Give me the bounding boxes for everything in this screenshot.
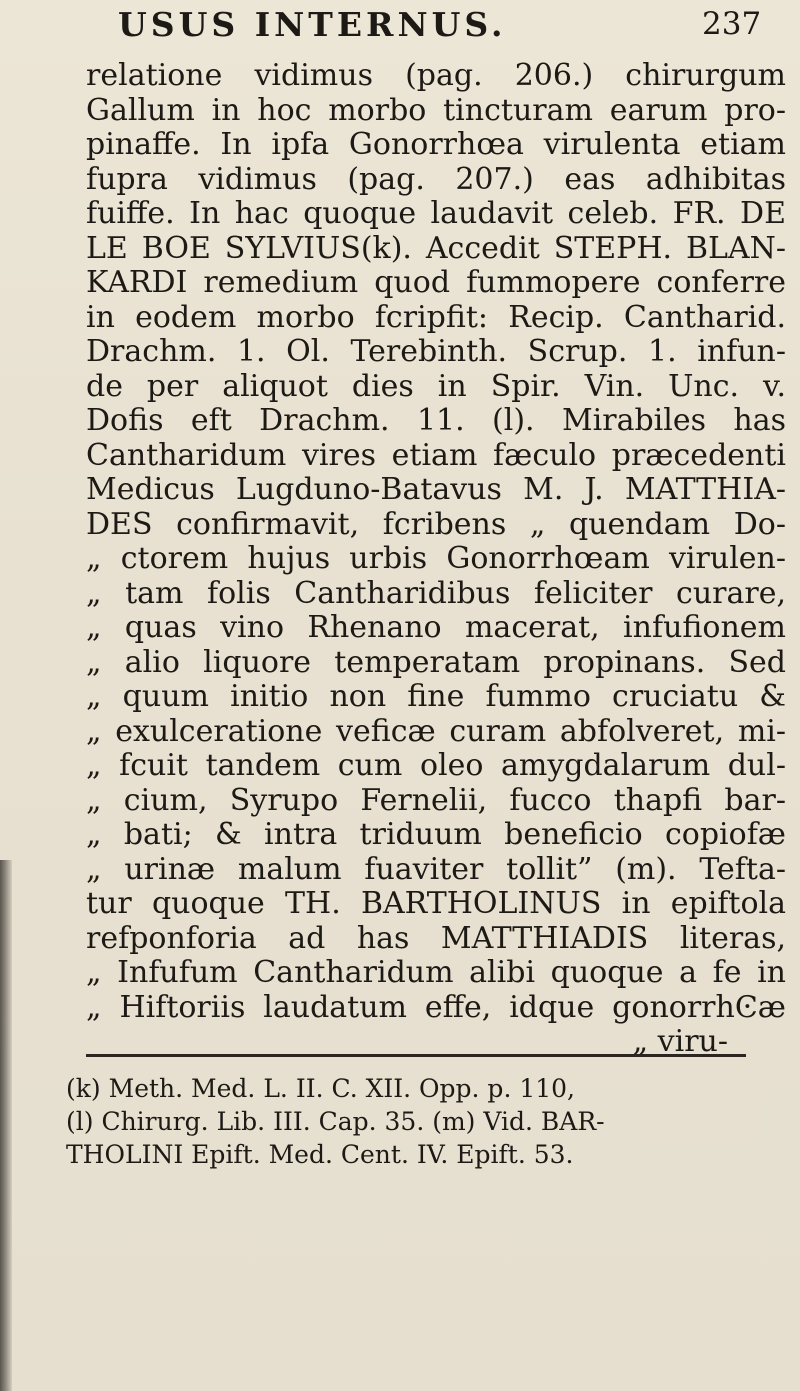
- text-line: „ quum initio non fine fummo cruciatu &: [86, 680, 786, 714]
- text-line: Dofis eft Drachm. 11. (l). Mirabiles has: [86, 404, 786, 438]
- binding-gutter-shadow: [0, 860, 12, 1391]
- text-line: „ quas vino Rhenano macerat, infufionem: [86, 611, 786, 645]
- catchword: „ viru-: [632, 1025, 728, 1059]
- text-line: KARDI remedium quod fummopere conferre: [86, 266, 786, 300]
- page-header: [0, 0, 800, 58]
- text-line: „ fcuit tandem cum oleo amygdalarum dul-: [86, 749, 786, 783]
- text-line: LE BOE SYLVIUS(k). Accedit STEPH. BLAN-: [86, 231, 786, 266]
- text-line: Gallum in hoc morbo tincturam earum pro-: [86, 93, 786, 128]
- page-number: 237: [702, 6, 762, 42]
- text-line: „ alio liquore temperatam propinans. Sed: [86, 645, 786, 680]
- text-line: relatione vidimus (pag. 206.) chirurgum: [86, 59, 786, 93]
- text-line: „ ctorem hujus urbis Gonorrhœam virulen-: [86, 542, 786, 576]
- footnote-separator-rule: [86, 1054, 746, 1057]
- footnote-line: (l) Chirurg. Lib. III. Cap. 35. (m) Vid. BAR-: [66, 1107, 605, 1136]
- footnote-line: (k) Meth. Med. L. II. C. XII. Opp. p. 110,: [66, 1074, 575, 1103]
- text-line: „ bati; & intra triduum beneficio copiofæ: [86, 818, 786, 852]
- text-line: DES confirmavit, fcribens „ quendam Do-: [86, 507, 786, 542]
- text-line: „ tam folis Cantharidibus feliciter curare,: [86, 576, 786, 611]
- text-line: refponforia ad has MATTHIADIS literas,: [86, 921, 786, 956]
- text-line: „ Hiftoriis laudatum effe, idque gonorrhϾæ: [86, 990, 786, 1025]
- text-line: in eodem morbo fcripfit: Recip. Cantharid.: [86, 300, 786, 335]
- running-title: USUS INTERNUS.: [118, 5, 507, 44]
- main-text-block: [86, 59, 786, 1060]
- text-line: fupra vidimus (pag. 207.) eas adhibitas: [86, 162, 786, 197]
- text-line: de per aliquot dies in Spir. Vin. Unc. v.: [86, 369, 786, 404]
- text-line: Medicus Lugduno-Batavus M. J. MATTHIA-: [86, 473, 786, 507]
- text-line: „ urinæ malum fuaviter tollit” (m). Tefta-: [86, 852, 786, 887]
- text-line: tur quoque TH. BARTHOLINUS in epiftola: [86, 887, 786, 921]
- text-line: „ exulceratione veficæ curam abfolveret, mi-: [86, 714, 786, 749]
- text-line: Cantharidum vires etiam fæculo præcedenti: [86, 438, 786, 473]
- text-line: „ Infufum Cantharidum alibi quoque a fe in: [86, 956, 786, 990]
- text-line: „ cium, Syrupo Fernelii, fucco thapfi bar-: [86, 783, 786, 818]
- text-line: pinaffe. In ipfa Gonorrhœa virulenta etiam: [86, 128, 786, 162]
- footnotes-block: [66, 1072, 786, 1171]
- footnote-line: THOLINI Epift. Med. Cent. IV. Epift. 53.: [66, 1140, 574, 1169]
- text-line: fuiffe. In hac quoque laudavit celeb. FR. DE: [86, 197, 786, 231]
- text-line: Drachm. 1. Ol. Terebinth. Scrup. 1. infun-: [86, 335, 786, 369]
